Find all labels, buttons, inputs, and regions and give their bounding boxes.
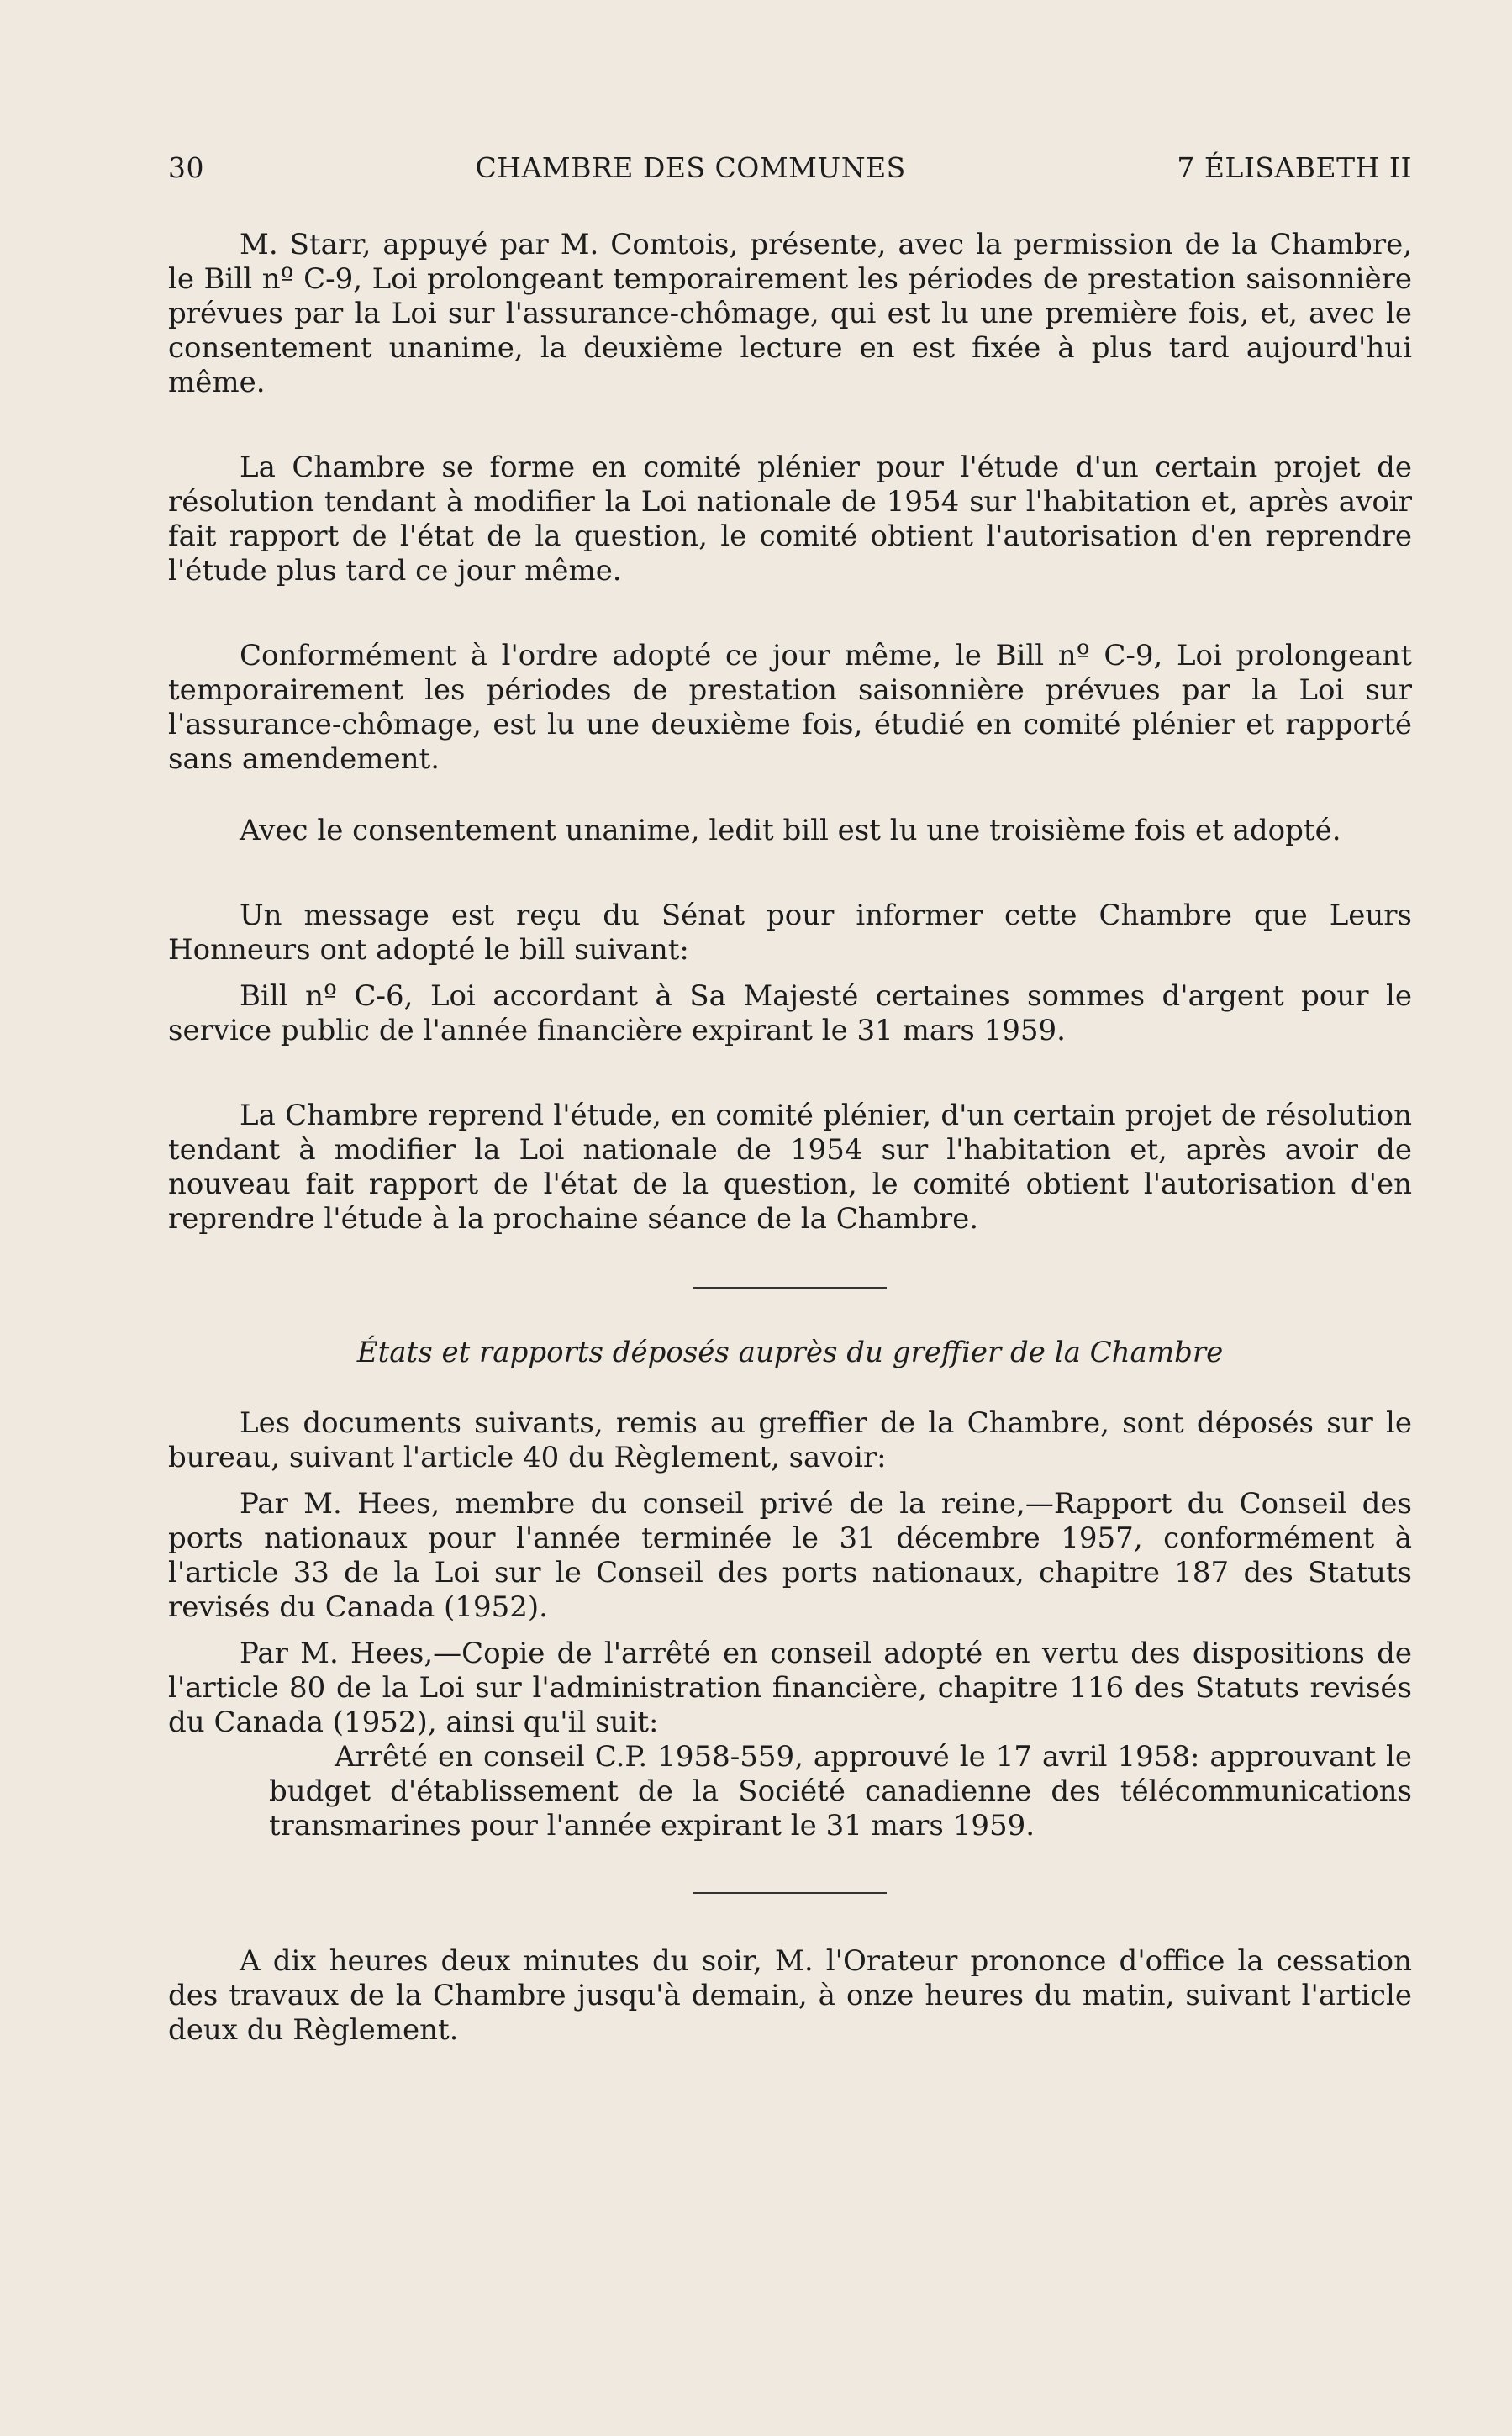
page-header-title: CHAMBRE DES COMMUNES	[475, 151, 906, 184]
quoted-order-in-council: Arrêté en conseil C.P. 1958-559, approuvé le 17 avril 1958: approuvant le budget d'établissement de la Société canadienne des télécommunications transmarines pour l'année expirant le 31 mars 1959.	[269, 1740, 1412, 1843]
paragraph-bill-c6: Bill nº C-6, Loi accordant à Sa Majesté certaines sommes d'argent pour le service public de l'année financière expirant le 31 mars 1959.	[168, 979, 1412, 1047]
paragraph-committee-housing: La Chambre se forme en comité plénier pour l'étude d'un certain projet de résolution tendant à modifier la Loi nationale de 1954 sur l'habitation et, après avoir fait rapport de l'état de la question, le comité obtient l'autorisation d'en reprendre l'étude plus tard ce jour même.	[168, 451, 1412, 588]
paragraph-hees-report: Par M. Hees, membre du conseil privé de la reine,—Rapport du Conseil des ports nationaux pour l'année terminée le 31 décembre 1957, conformément à l'article 33 de la Loi sur le Conseil des ports nationaux, chapitre 187 des Statuts revisés du Canada (1952).	[168, 1487, 1412, 1624]
page-number: 30	[168, 151, 204, 184]
section-divider	[693, 1287, 887, 1289]
paragraph-bill-c9-second-reading: Conformément à l'ordre adopté ce jour même, le Bill nº C-9, Loi prolongeant temporairement les périodes de prestation saisonnière prévues par la Loi sur l'assurance-chômage, est lu une deuxième fois, étudié en comité plénier et rapporté sans amendement.	[168, 639, 1412, 776]
paragraph-bill-c9-first-reading: M. Starr, appuyé par M. Comtois, présente, avec la permission de la Chambre, le Bill nº C-9, Loi prolongeant temporairement les périodes de prestation saisonnière prévues par la Loi sur l'assurance-chômage, qui est lu une première fois, et, avec le consentement unanime, la deuxième lecture en est fixée à plus tard aujourd'hui même.	[168, 228, 1412, 399]
paragraph-adjournment: A dix heures deux minutes du soir, M. l'Orateur prononce d'office la cessation des travaux de la Chambre jusqu'à demain, à onze heures du matin, suivant l'article deux du Règlement.	[168, 1944, 1412, 2047]
paragraph-documents-tabled: Les documents suivants, remis au greffier de la Chambre, sont déposés sur le bureau, suivant l'article 40 du Règlement, savoir:	[168, 1406, 1412, 1474]
paragraph-hees-order: Par M. Hees,—Copie de l'arrêté en conseil adopté en vertu des dispositions de l'article 80 de la Loi sur l'administration financière, chapitre 116 des Statuts revisés du Canada (1952), ainsi qu'il suit:	[168, 1637, 1412, 1739]
document-page	[168, 151, 1412, 2048]
section-divider-bottom	[693, 1892, 887, 1894]
section-heading: États et rapports déposés auprès du greffier de la Chambre	[356, 1336, 1224, 1369]
page-header-session: 7 ÉLISABETH II	[1177, 151, 1412, 184]
page-header	[168, 151, 1412, 184]
paragraph-senate-message: Un message est reçu du Sénat pour informer cette Chambre que Leurs Honneurs ont adopté le bill suivant:	[168, 899, 1412, 967]
paragraph-committee-resumes: La Chambre reprend l'étude, en comité plénier, d'un certain projet de résolution tendant à modifier la Loi nationale de 1954 sur l'habitation et, après avoir de nouveau fait rapport de l'état de la question, le comité obtient l'autorisation d'en reprendre l'étude à la prochaine séance de la Chambre.	[168, 1099, 1412, 1236]
paragraph-third-reading: Avec le consentement unanime, ledit bill est lu une troisième fois et adopté.	[240, 814, 1341, 847]
